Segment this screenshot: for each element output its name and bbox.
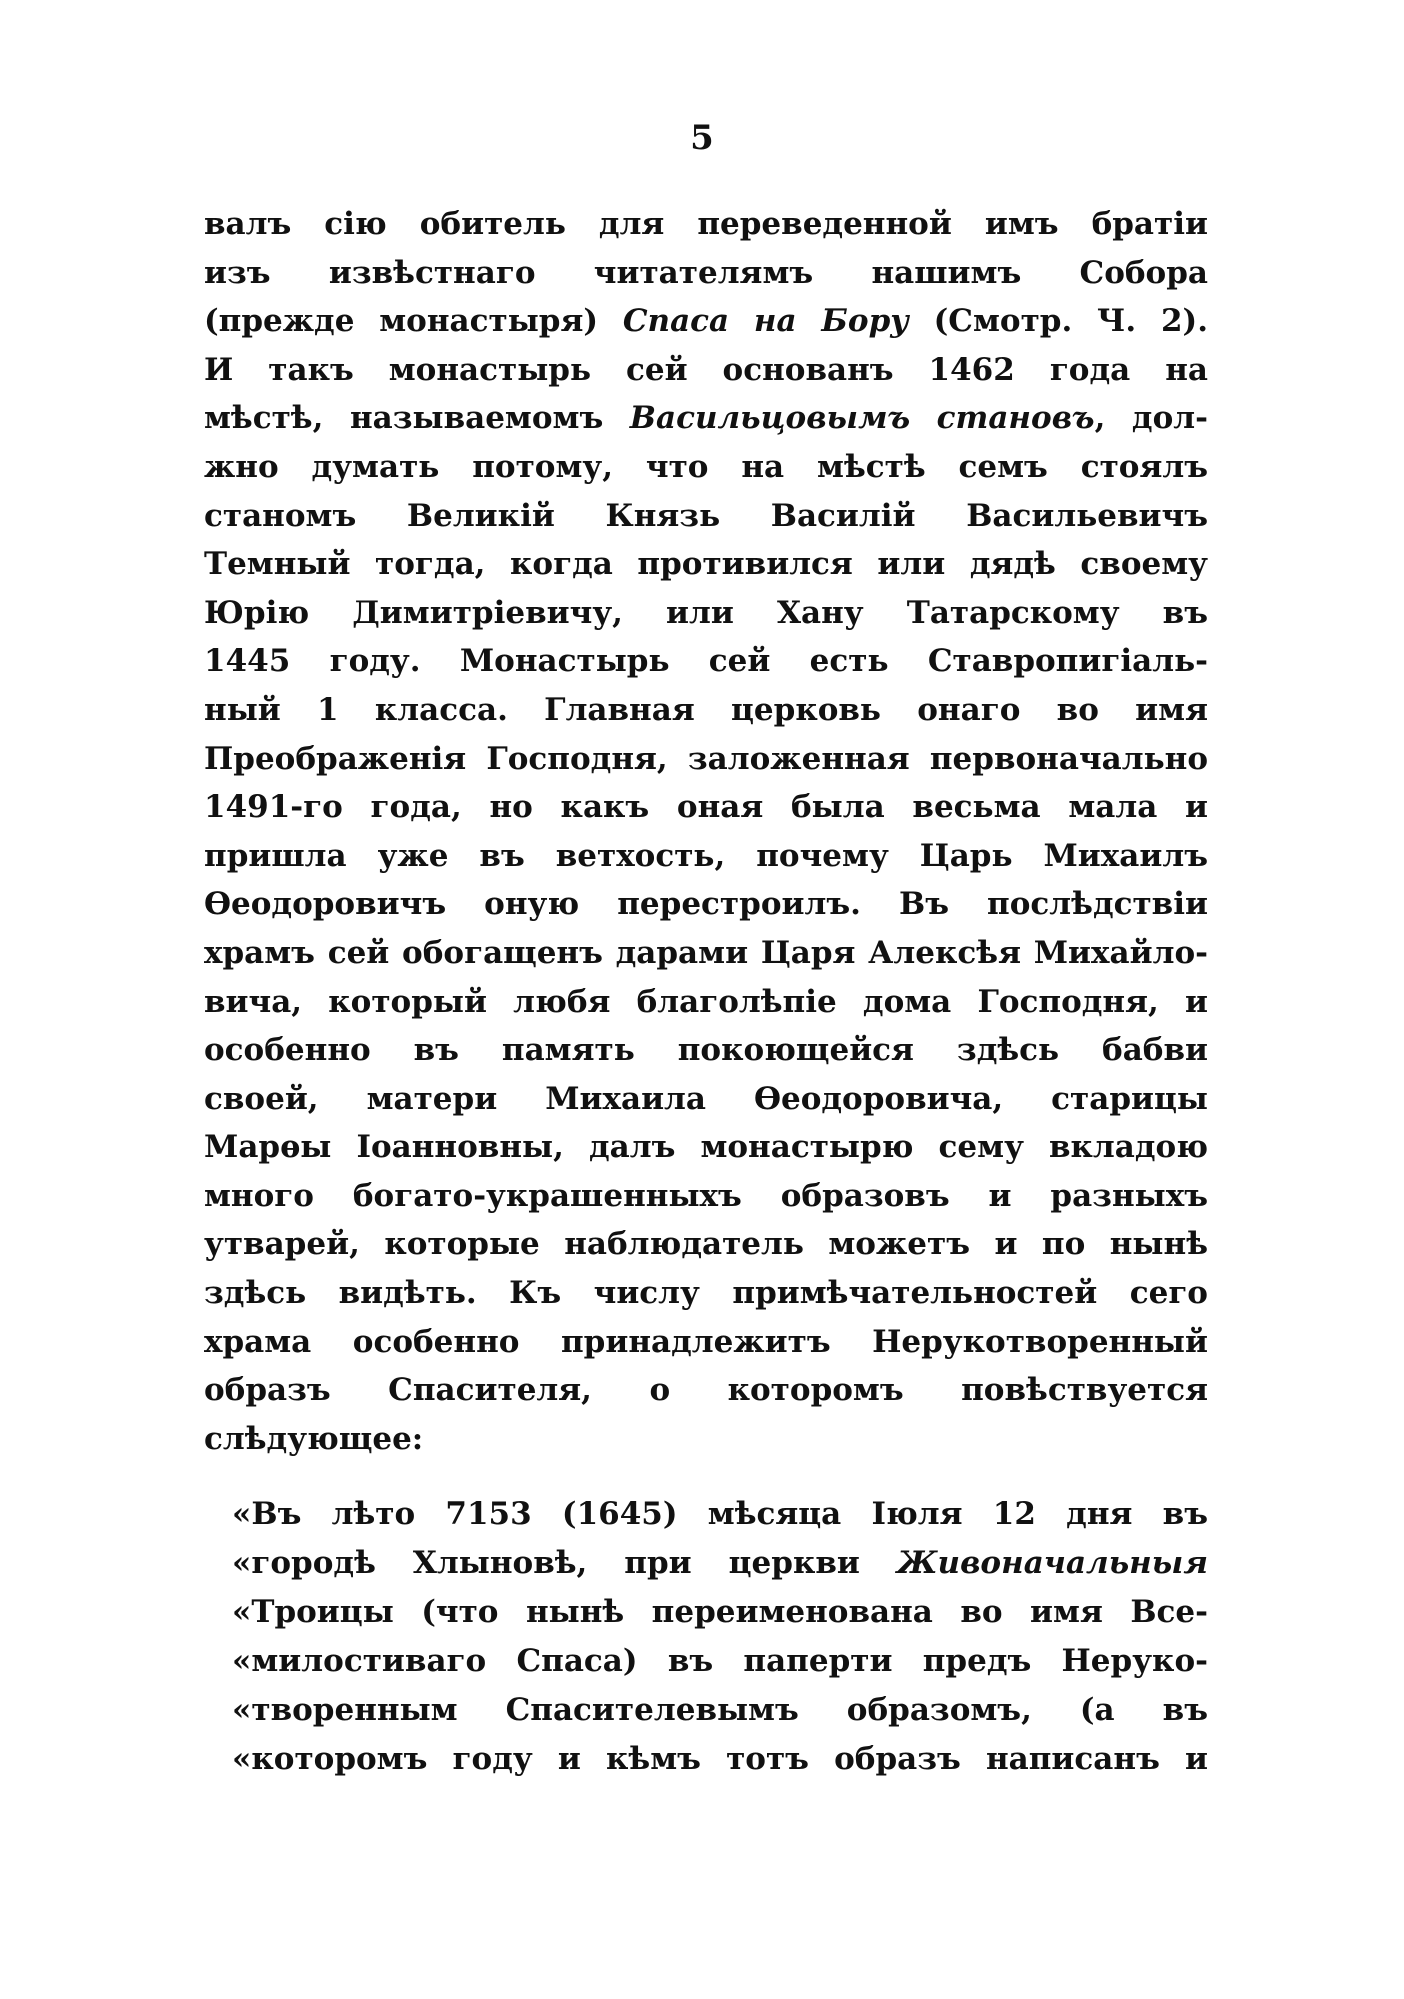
text-fragment: «городѣ Хлыновѣ, при церкви xyxy=(232,1545,897,1581)
text-line: здѣсь видѣть. Къ числу примѣчательностей сего xyxy=(204,1275,1208,1312)
text-line: особенно въ память покоющейся здѣсь бабви xyxy=(204,1032,1208,1069)
text-line: много богато-украшенныхъ образовъ и разныхъ xyxy=(204,1177,1208,1214)
text-line: Преображенія Господня, заложенная первоначально xyxy=(204,740,1208,777)
page-number: 5 xyxy=(690,118,714,158)
text-line: Марѳы Іоанновны, далъ монастырю сему вкладою xyxy=(204,1129,1208,1166)
text-line-with-italic xyxy=(204,297,1208,346)
text-line: валъ сію обитель для переведенной имъ братіи xyxy=(204,206,1208,242)
text-fragment: (Смотр. Ч. 2). xyxy=(908,303,1208,340)
text-line: храмъ сей обогащенъ дарами Царя Алексѣя Михайло- xyxy=(204,934,1208,971)
text-line: утварей, которые наблюдатель можетъ и по нынѣ xyxy=(204,1226,1208,1263)
text-line: станомъ Великій Князь Василій Васильевичъ xyxy=(204,497,1208,534)
text-line: образъ Спасителя, о которомъ повѣствуется xyxy=(204,1372,1208,1409)
text-line: Юрію Димитріевичу, или Хану Татарскому въ xyxy=(204,594,1208,631)
text-line: Темный тогда, когда противился или дядѣ своему xyxy=(204,546,1208,583)
italic-phrase: Васильцовымъ становъ xyxy=(629,400,1095,437)
text-line: И такъ монастырь сей основанъ 1462 года на xyxy=(204,351,1208,388)
text-line: ный 1 класса. Главная церковь онаго во имя xyxy=(204,691,1208,728)
quote-line-with-italic xyxy=(232,1539,1208,1588)
text-line: 1445 году. Монастырь сей есть Ставропигіаль- xyxy=(204,643,1208,680)
quote-line: «милостиваго Спаса) въ паперти предъ Неруко- xyxy=(232,1643,1208,1679)
text-fragment: (прежде монастыря) xyxy=(204,303,623,340)
text-line: храма особенно принадлежитъ Нерукотворенный xyxy=(204,1323,1208,1360)
quote-line: «творенным Спасителевымъ образомъ, (а въ xyxy=(232,1692,1208,1728)
text-line: слѣдующее: xyxy=(204,1420,424,1457)
quote-line: «Троицы (что нынѣ переименована во имя Все- xyxy=(232,1594,1208,1630)
italic-phrase: Живоначальныя xyxy=(896,1545,1208,1581)
main-paragraph xyxy=(204,200,1208,1463)
text-line: 1491-го года, но какъ оная была весьма мала и xyxy=(204,789,1208,826)
text-line: изъ извѣстнаго читателямъ нашимъ Собора xyxy=(204,254,1208,291)
text-line: своей, матери Михаила Ѳеодоровича, старицы xyxy=(204,1080,1208,1117)
text-line: Ѳеодоровичъ оную перестроилъ. Въ послѣдствіи xyxy=(204,886,1208,923)
text-line: вича, который любя благолѣпіе дома Господня, и xyxy=(204,983,1208,1020)
text-line: жно думать потому, что на мѣстѣ семъ стоялъ xyxy=(204,448,1208,485)
italic-phrase: Спаса на Бору xyxy=(622,303,909,340)
quote-line: «Въ лѣто 7153 (1645) мѣсяца Іюля 12 дня въ xyxy=(232,1496,1208,1532)
text-fragment: , дол- xyxy=(1094,400,1208,437)
quoted-passage xyxy=(232,1490,1208,1784)
text-line-with-italic xyxy=(204,394,1208,443)
text-line: пришла уже въ ветхость, почему Царь Михаилъ xyxy=(204,837,1208,874)
text-fragment: мѣстѣ, называемомъ xyxy=(204,400,630,437)
quote-line: «которомъ году и кѣмъ тотъ образъ написанъ и xyxy=(232,1741,1208,1777)
